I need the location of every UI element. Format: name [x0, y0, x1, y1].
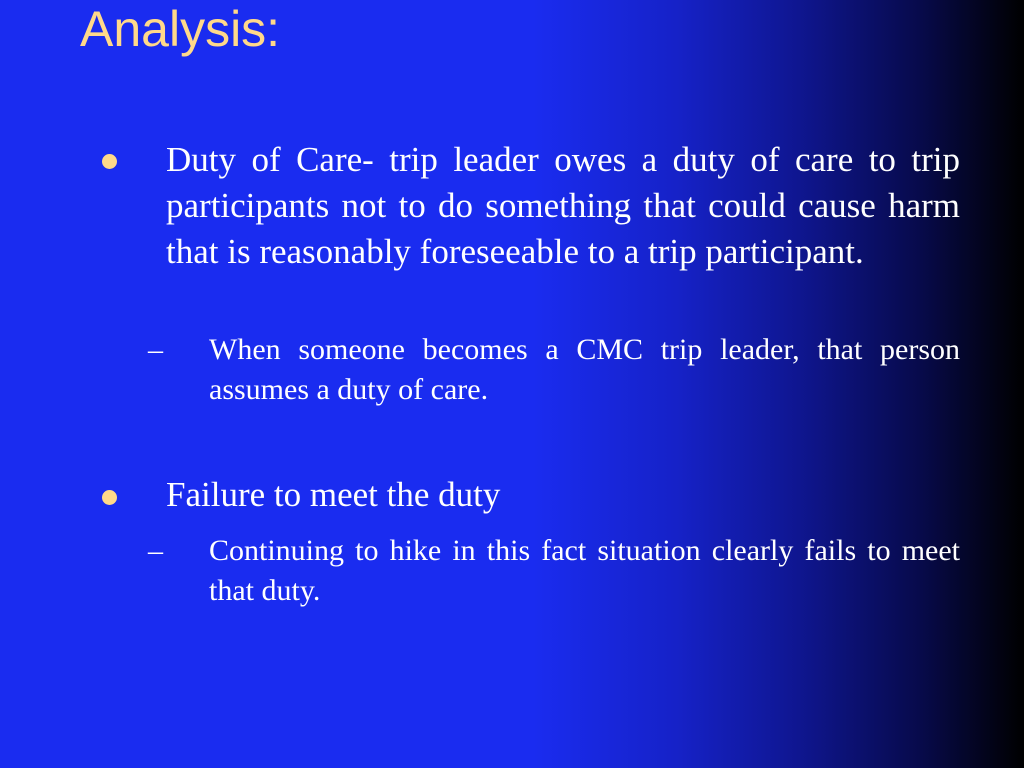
slide-title: Analysis:	[80, 1, 281, 57]
dash-marker: –	[148, 534, 163, 567]
bullet-text: Failure to meet the duty	[166, 475, 501, 514]
sub-bullet-text: When someone becomes a CMC trip leader, that person assumes a duty of care.	[209, 333, 960, 406]
bullet-dot-icon	[102, 490, 117, 505]
bullet-dot-icon	[102, 154, 117, 169]
sub-bullet-text: Continuing to hike in this fact situation clearly fails to meet that duty.	[209, 534, 960, 607]
dash-marker: –	[148, 333, 163, 366]
bullet-text: Duty of Care- trip leader owes a duty of care to trip participants not to do something that could cause harm that is reasonably foreseeable to a trip participant.	[166, 140, 960, 271]
